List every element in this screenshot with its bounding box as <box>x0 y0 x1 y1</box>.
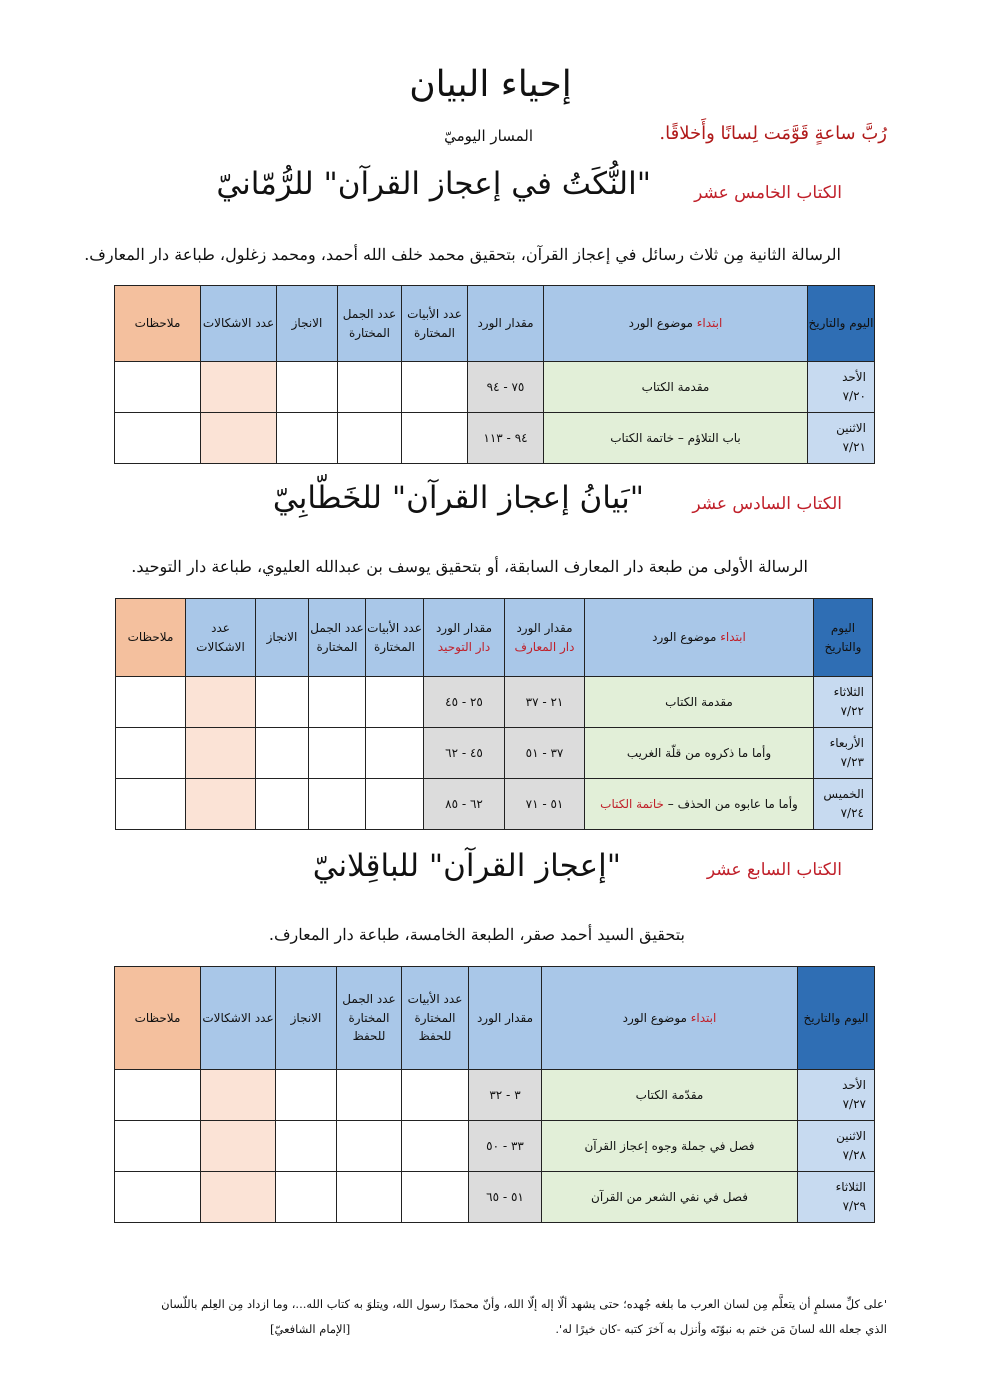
header-topic-prefix: ابتداء <box>696 316 723 331</box>
book17-table <box>114 966 875 1223</box>
header-topic <box>542 967 798 1070</box>
problems-cell[interactable] <box>186 728 256 779</box>
done-cell[interactable] <box>276 1172 337 1223</box>
done-cell[interactable] <box>276 1070 337 1121</box>
header-qty-tawhid <box>424 599 505 677</box>
day-name: الأحد <box>842 1078 866 1093</box>
book15-title: "النُّكَتُ في إعجاز القرآن" للرُّمّانيّ <box>216 166 651 202</box>
header-notes: ملاحظات <box>116 599 186 677</box>
sentences-cell[interactable] <box>337 1172 402 1223</box>
header-problems: عدد الاشكالات <box>201 286 277 362</box>
topic-cell: فصل في نفي الشعر من القرآن <box>542 1172 798 1223</box>
header-qty-maarif <box>505 599 585 677</box>
day-name: الأربعاء <box>829 736 864 751</box>
sentences-cell[interactable] <box>309 677 366 728</box>
problems-cell[interactable] <box>201 1070 276 1121</box>
verses-cell[interactable] <box>366 728 424 779</box>
day-name: الأحد <box>842 370 866 385</box>
header-verses: عدد الأبيات المختارة <box>402 286 468 362</box>
verses-cell[interactable] <box>402 362 468 413</box>
table-row <box>116 728 873 779</box>
book17-title: "إعجاز القرآن" للباقِلانيّ <box>312 848 621 884</box>
problems-cell[interactable] <box>201 1121 276 1172</box>
topic-text: وأما ما ذكروه من قلّة الغريب <box>626 745 772 760</box>
day-cell <box>808 413 875 464</box>
book16-header-row <box>116 599 873 677</box>
header-done: الانجاز <box>276 967 337 1070</box>
topic-cell: مقدمة الكتاب <box>544 362 808 413</box>
notes-cell[interactable] <box>115 1172 201 1223</box>
problems-cell[interactable] <box>201 1172 276 1223</box>
header-topic-rest: موضوع الورد <box>628 316 693 331</box>
table-row <box>116 779 873 830</box>
topic-text-highlight: خاتمة الكتاب <box>600 796 664 811</box>
day-cell <box>798 1121 875 1172</box>
day-name: الثلاثاء <box>835 1180 866 1195</box>
sentences-cell[interactable] <box>338 362 402 413</box>
qty-cell: ٣٣ - ٥٠ <box>469 1121 542 1172</box>
header-sentences-hifz: عدد الجمل المختارة للحفظ <box>337 967 402 1070</box>
day-date: ٧/٢٧ <box>842 1097 866 1111</box>
header-qty-label: مقدار الورد <box>435 620 493 635</box>
day-date: ٧/٢٠ <box>842 389 866 403</box>
topic-cell: فصل في جملة وجوه إعجاز القرآن <box>542 1121 798 1172</box>
header-day: اليوم والتاريخ <box>808 286 875 362</box>
day-date: ٧/٢٨ <box>842 1148 866 1162</box>
day-cell <box>808 362 875 413</box>
topic-text: مقدمة الكتاب <box>665 694 733 709</box>
header-topic-rest: موضوع الورد <box>652 630 717 645</box>
verses-cell[interactable] <box>366 779 424 830</box>
qty-cell: ٣ - ٣٢ <box>469 1070 542 1121</box>
day-name: الاثنين <box>836 1129 866 1144</box>
qty-maarif-cell: ٥١ - ٧١ <box>505 779 585 830</box>
problems-cell[interactable] <box>186 779 256 830</box>
qty-cell: ٩٤ - ١١٣ <box>468 413 544 464</box>
problems-cell[interactable] <box>201 362 277 413</box>
book15-description: الرسالة الثانية مِن ثلاث رسائل في إعجاز القرآن، بتحقيق محمد خلف الله أحمد، ومحمد زغلول، طباعة دار المعارف. <box>84 245 841 264</box>
header-day: اليوم والتاريخ <box>798 967 875 1070</box>
book17-label: الكتاب السابع عشر <box>706 860 842 880</box>
table-row <box>115 1121 875 1172</box>
day-name: الخميس <box>823 787 864 802</box>
book16-title: "بَيانُ إعجاز القرآن" للخَطّابِيّ <box>272 480 644 516</box>
header-problems: عدد الاشكالات <box>201 967 276 1070</box>
header-done: الانجاز <box>256 599 309 677</box>
table-row <box>115 1172 875 1223</box>
topic-text: وأما ما عابوه من الحذف – <box>663 796 798 811</box>
sentences-cell[interactable] <box>337 1121 402 1172</box>
verses-cell[interactable] <box>402 413 468 464</box>
footer-quote-line1: 'على كلِّ مسلمٍ أن يتعلَّم مِن لسان العرب ما بلغه جُهده؛ حتى يشهد ألّا إله إلّا الله، وأنّ محمدًا رسول الله، ويتلوَ به كتاب الله...، وما ازداد مِن العِلم باللّسان <box>161 1297 887 1311</box>
qty-tawhid-cell: ٢٥ - ٤٥ <box>424 677 505 728</box>
book17-description: بتحقيق السيد أحمد صقر، الطبعة الخامسة، طباعة دار المعارف. <box>268 925 685 944</box>
header-qty-edition: دار المعارف <box>514 639 575 654</box>
qty-cell: ٥١ - ٦٥ <box>469 1172 542 1223</box>
header-topic-prefix: ابتداء <box>720 630 746 645</box>
notes-cell[interactable] <box>116 779 186 830</box>
done-cell[interactable] <box>276 1121 337 1172</box>
notes-cell[interactable] <box>115 413 201 464</box>
header-topic <box>544 286 808 362</box>
track-label: المسار اليوميّ <box>444 127 533 145</box>
header-qty: مقدار الورد <box>469 967 542 1070</box>
footer-attribution: [الإمام الشافعيّ] <box>270 1322 351 1336</box>
problems-cell[interactable] <box>186 677 256 728</box>
footer-quote-line2: الذي جعله الله لسانَ مَن ختم به نبوّتَه وأنزل به آخرَ كتبه -كان خيرًا له'. <box>555 1322 887 1336</box>
done-cell[interactable] <box>277 413 338 464</box>
done-cell[interactable] <box>256 779 309 830</box>
header-sentences: عدد الجمل المختارة <box>338 286 402 362</box>
book15-table <box>114 285 875 464</box>
table-row <box>115 413 875 464</box>
header-topic-prefix: ابتداء <box>690 1010 717 1025</box>
header-notes: ملاحظات <box>115 967 201 1070</box>
header-day: اليوم والتاريخ <box>814 599 873 677</box>
qty-tawhid-cell: ٦٢ - ٨٥ <box>424 779 505 830</box>
header-done: الانجاز <box>277 286 338 362</box>
day-date: ٧/٢٣ <box>840 755 864 769</box>
topic-cell <box>585 728 814 779</box>
verses-cell[interactable] <box>402 1121 469 1172</box>
day-date: ٧/٢٢ <box>840 704 864 718</box>
header-notes: ملاحظات <box>115 286 201 362</box>
notes-cell[interactable] <box>116 728 186 779</box>
topic-cell <box>585 677 814 728</box>
problems-cell[interactable] <box>201 413 277 464</box>
table-row <box>116 677 873 728</box>
header-qty-edition: دار التوحيد <box>437 639 491 654</box>
book17-header-row <box>115 967 875 1070</box>
header-verses-hifz: عدد الأبيات المختارة للحفظ <box>402 967 469 1070</box>
table-row <box>115 1070 875 1121</box>
sentences-cell[interactable] <box>337 1070 402 1121</box>
book16-label: الكتاب السادس عشر <box>692 494 842 514</box>
day-cell <box>814 728 873 779</box>
day-cell <box>798 1172 875 1223</box>
header-topic-rest: موضوع الورد <box>622 1010 687 1025</box>
header-qty-label: مقدار الورد <box>516 620 573 635</box>
topic-cell: باب التلاؤم – خاتمة الكتاب <box>544 413 808 464</box>
sentences-cell[interactable] <box>309 779 366 830</box>
qty-maarif-cell: ٢١ - ٣٧ <box>505 677 585 728</box>
sentences-cell[interactable] <box>338 413 402 464</box>
book16-table <box>115 598 873 830</box>
sentences-cell[interactable] <box>309 728 366 779</box>
page-title: إحياء البيان <box>409 64 572 105</box>
notes-cell[interactable] <box>115 362 201 413</box>
day-cell <box>798 1070 875 1121</box>
qty-maarif-cell: ٣٧ - ٥١ <box>505 728 585 779</box>
topic-cell: مقدّمة الكتاب <box>542 1070 798 1121</box>
notes-cell[interactable] <box>115 1121 201 1172</box>
topic-cell <box>585 779 814 830</box>
day-cell <box>814 779 873 830</box>
book15-label: الكتاب الخامس عشر <box>694 183 842 203</box>
header-verses: عدد الأبيات المختارة <box>366 599 424 677</box>
header-sentences: عدد الجمل المختارة <box>309 599 366 677</box>
done-cell[interactable] <box>256 728 309 779</box>
day-date: ٧/٢١ <box>842 440 866 454</box>
notes-cell[interactable] <box>115 1070 201 1121</box>
book16-description: الرسالة الأولى من طبعة دار المعارف السابقة، أو بتحقيق يوسف بن عبدالله العليوي، طباعة دار التوحيد. <box>131 557 808 576</box>
day-cell <box>814 677 873 728</box>
day-date: ٧/٢٩ <box>842 1199 866 1213</box>
day-name: الثلاثاء <box>833 685 864 700</box>
day-date: ٧/٢٤ <box>840 806 864 820</box>
verses-cell[interactable] <box>366 677 424 728</box>
book15-header-row <box>115 286 875 362</box>
header-qty: مقدار الورد <box>468 286 544 362</box>
verses-cell[interactable] <box>402 1070 469 1121</box>
header-problems: عدد الاشكالات <box>186 599 256 677</box>
motto: رُبَّ ساعةٍ قَوَّمَت لِسانًا وأَخلاقًا. <box>659 123 887 144</box>
qty-cell: ٧٥ - ٩٤ <box>468 362 544 413</box>
table-row <box>115 362 875 413</box>
done-cell[interactable] <box>277 362 338 413</box>
header-topic <box>585 599 814 677</box>
notes-cell[interactable] <box>116 677 186 728</box>
day-name: الاثنين <box>836 421 866 436</box>
done-cell[interactable] <box>256 677 309 728</box>
qty-tawhid-cell: ٤٥ - ٦٢ <box>424 728 505 779</box>
verses-cell[interactable] <box>402 1172 469 1223</box>
